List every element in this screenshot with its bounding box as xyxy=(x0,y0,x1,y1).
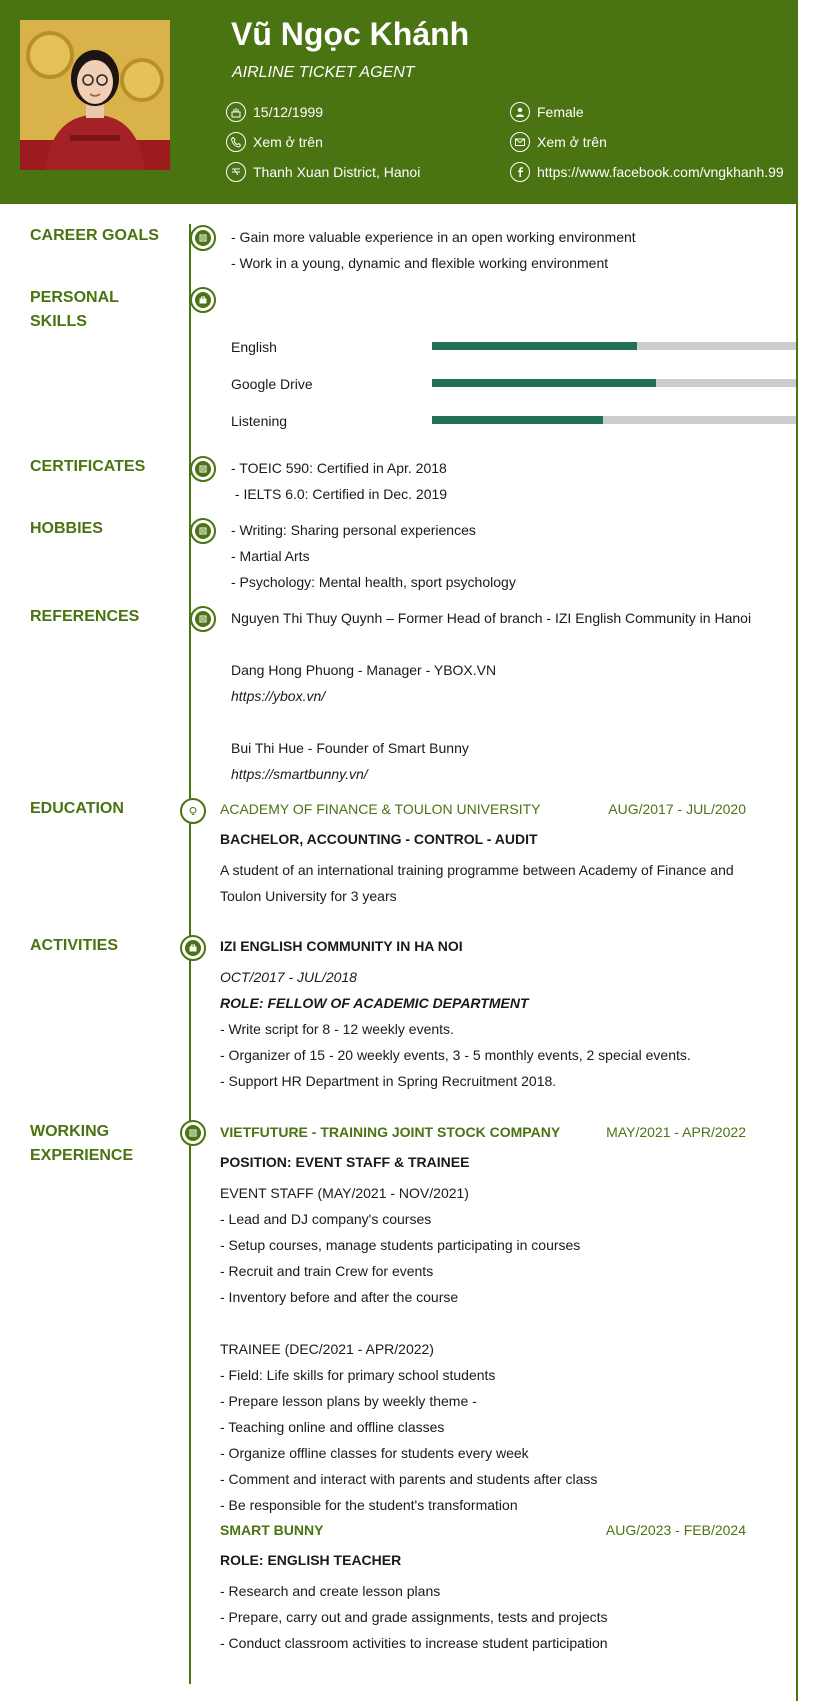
certificate-line: - TOEIC 590: Certified in Apr. 2018 xyxy=(231,460,447,476)
job-line: - Field: Life skills for primary school students xyxy=(220,1367,496,1383)
activity-org: IZI ENGLISH COMMUNITY IN HA NOI xyxy=(220,938,463,954)
candidate-name: Vũ Ngọc Khánh xyxy=(231,16,470,52)
email-row xyxy=(510,132,607,152)
job-date: AUG/2023 - FEB/2024 xyxy=(605,1522,746,1538)
activity-line: - Organizer of 15 - 20 weekly events, 3 - 5 monthly events, 2 special events. xyxy=(220,1047,691,1063)
references-icon xyxy=(190,606,216,632)
job-line: - Lead and DJ company's courses xyxy=(220,1211,432,1227)
skill-name: Listening xyxy=(231,413,288,429)
section-title-line: EXPERIENCE xyxy=(30,1147,134,1164)
education-date: AUG/2017 - JUL/2020 xyxy=(608,801,746,817)
section-title-line: WORKING xyxy=(30,1123,110,1140)
section-title-references: REFERENCES xyxy=(30,608,140,625)
job-line: - Organize offline classes for students every week xyxy=(220,1445,529,1461)
activities-icon xyxy=(180,935,206,961)
reference-url[interactable]: https://ybox.vn/ xyxy=(231,688,326,704)
job-line: - Comment and interact with parents and students after class xyxy=(220,1471,598,1487)
skill-name: English xyxy=(231,339,277,355)
job-line: - Prepare, carry out and grade assignments, tests and projects xyxy=(220,1609,608,1625)
job-date: MAY/2021 - APR/2022 xyxy=(606,1124,746,1140)
section-title-line: PERSONAL xyxy=(30,289,119,306)
activity-role: ROLE: FELLOW OF ACADEMIC DEPARTMENT xyxy=(220,995,529,1011)
skill-bar xyxy=(432,379,798,387)
section-title-education: EDUCATION xyxy=(30,800,124,817)
reference-line: Dang Hong Phuong - Manager - YBOX.VN xyxy=(231,662,497,678)
activity-date: OCT/2017 - JUL/2018 xyxy=(220,969,357,985)
education-description: A student of an international training programme between Academy of Finance and xyxy=(220,862,734,878)
facebook-icon xyxy=(510,162,530,182)
reference-line: Nguyen Thi Thuy Quynh – Former Head of branch - IZI English Community in Hanoi xyxy=(231,610,752,626)
portrait-graphic xyxy=(20,20,170,170)
job-position: POSITION: EVENT STAFF & TRAINEE xyxy=(220,1154,470,1170)
education-school: ACADEMY OF FINANCE & TOULON UNIVERSITY xyxy=(220,801,541,817)
job-line: - Conduct classroom activities to increase student participation xyxy=(220,1635,608,1651)
phone-row xyxy=(226,132,323,152)
job-line: - Be responsible for the student's transformation xyxy=(220,1497,518,1513)
activity-line: - Write script for 8 - 12 weekly events. xyxy=(220,1021,454,1037)
skill-bar-fill xyxy=(432,379,656,387)
section-title-certificates: CERTIFICATES xyxy=(30,458,146,475)
career-goal-line: - Gain more valuable experience in an open working environment xyxy=(231,229,636,245)
section-title-activities: ACTIVITIES xyxy=(30,937,119,954)
job-line: - Teaching online and offline classes xyxy=(220,1419,445,1435)
hobby-line: - Writing: Sharing personal experiences xyxy=(231,522,476,538)
job-company: VIETFUTURE - TRAINING JOINT STOCK COMPANY xyxy=(220,1124,561,1140)
certificate-icon xyxy=(190,456,216,482)
job-line: - Inventory before and after the course xyxy=(220,1289,459,1305)
section-title-line: SKILLS xyxy=(30,313,87,330)
cake-icon xyxy=(226,102,246,122)
phone-icon xyxy=(226,132,246,152)
skill-name: Google Drive xyxy=(231,376,313,392)
briefcase-icon xyxy=(190,287,216,313)
header xyxy=(0,0,796,204)
profile-photo xyxy=(20,20,170,170)
user-icon xyxy=(510,102,530,122)
address-value: Thanh Xuan District, Hanoi xyxy=(253,164,421,180)
career-goals-icon xyxy=(190,225,216,251)
job-role: ROLE: ENGLISH TEACHER xyxy=(220,1552,402,1568)
lightbulb-icon xyxy=(180,798,206,824)
job-subrole: TRAINEE (DEC/2021 - APR/2022) xyxy=(220,1341,434,1357)
activity-line: - Support HR Department in Spring Recruitment 2018. xyxy=(220,1073,557,1089)
facebook-row xyxy=(510,162,784,182)
work-icon xyxy=(180,1120,206,1146)
gender-row xyxy=(510,102,584,122)
gender-value: Female xyxy=(537,104,584,120)
section-title-working-experience xyxy=(30,1120,133,1168)
skill-bar-fill xyxy=(432,342,637,350)
address-row xyxy=(226,162,420,182)
career-goal-line: - Work in a young, dynamic and flexible working environment xyxy=(231,255,609,271)
certificate-line: - IELTS 6.0: Certified in Dec. 2019 xyxy=(231,486,448,502)
hobby-line: - Martial Arts xyxy=(231,548,310,564)
job-line: - Research and create lesson plans xyxy=(220,1583,441,1599)
job-company: SMART BUNNY xyxy=(220,1522,324,1538)
job-title: AIRLINE TICKET AGENT xyxy=(232,64,415,81)
phone-value: Xem ở trên xyxy=(253,134,323,150)
hobby-line: - Psychology: Mental health, sport psychology xyxy=(231,574,516,590)
job-line: - Prepare lesson plans by weekly theme - xyxy=(220,1393,477,1409)
birthday-row xyxy=(226,102,323,122)
email-icon xyxy=(510,132,530,152)
education-degree: BACHELOR, ACCOUNTING - CONTROL - AUDIT xyxy=(220,831,538,847)
job-line: - Setup courses, manage students participating in courses xyxy=(220,1237,581,1253)
location-icon xyxy=(226,162,246,182)
skill-bar xyxy=(432,342,798,350)
email-value: Xem ở trên xyxy=(537,134,607,150)
skill-bar xyxy=(432,416,798,424)
birthday-value: 15/12/1999 xyxy=(253,104,324,120)
reference-line: Bui Thi Hue - Founder of Smart Bunny xyxy=(231,740,469,756)
reference-url[interactable]: https://smartbunny.vn/ xyxy=(231,766,368,782)
facebook-link[interactable]: https://www.facebook.com/vngkhanh.99 xyxy=(537,164,784,180)
job-line: - Recruit and train Crew for events xyxy=(220,1263,434,1279)
section-title-career-goals: CAREER GOALS xyxy=(30,227,159,244)
hobbies-icon xyxy=(190,518,216,544)
education-description: Toulon University for 3 years xyxy=(220,888,397,904)
section-title-personal-skills xyxy=(30,286,119,334)
section-title-hobbies: HOBBIES xyxy=(30,520,103,537)
job-subrole: EVENT STAFF (MAY/2021 - NOV/2021) xyxy=(220,1185,469,1201)
skill-bar-fill xyxy=(432,416,603,424)
